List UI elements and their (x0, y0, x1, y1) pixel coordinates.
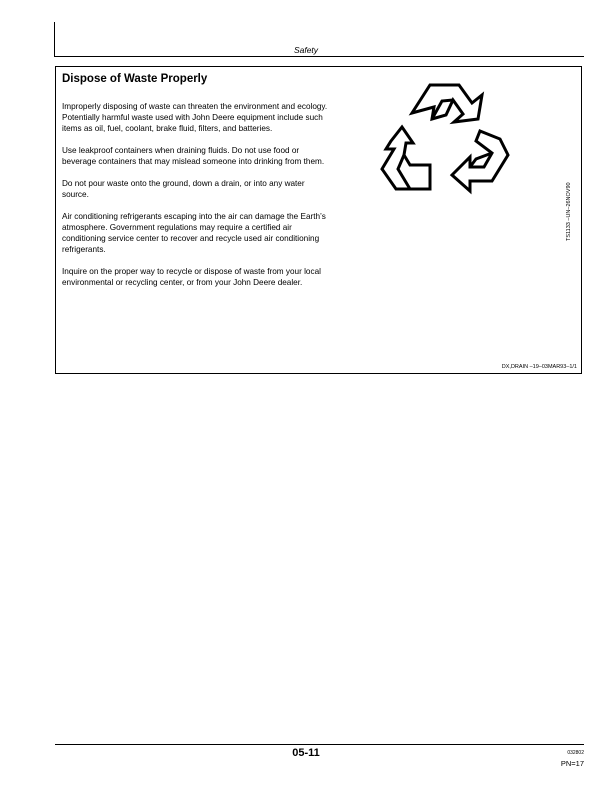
paragraph-refrigerants: Air conditioning refrigerants escaping into the air can damage the Earth’s atmosphere. Government regulations may require a certified air conditioning service center to recover and recycle used air conditioning refrigerants. (62, 212, 326, 254)
print-code: 032802 (567, 750, 584, 756)
safety-section-panel (55, 66, 582, 374)
illustration-code-text: TS1133 –UN–26NOV90 (566, 182, 572, 241)
section-heading: Dispose of Waste Properly (62, 73, 208, 85)
recycle-icon (374, 77, 514, 212)
illustration-code (564, 147, 574, 242)
pn-code: PN=17 (560, 759, 584, 768)
header-rule (54, 56, 584, 57)
paragraph-inquire-recycle: Inquire on the proper way to recycle or dispose of waste from your local environmental or recycling center, or from your John Deere dealer. (62, 267, 321, 287)
footer-rule (55, 744, 584, 745)
page-number: 05-11 (292, 747, 320, 759)
page-header-title: Safety (293, 45, 319, 55)
paragraph-do-not-pour: Do not pour waste onto the ground, down a drain, or into any water source. (62, 179, 305, 199)
paragraph-leakproof-containers: Use leakproof containers when draining fluids. Do not use food or beverage containers that may mislead someone into drinking from them. (62, 146, 325, 166)
section-body (62, 101, 332, 299)
paragraph-waste-threat: Improperly disposing of waste can threaten the environment and ecology. Potentially harmful waste used with John Deere equipment include such items as oil, fuel, coolant, brake fluid, filters, and batteries. (62, 102, 328, 133)
section-footer-code: DX,DRAIN –19–03MAR93–1/1 (501, 364, 577, 370)
